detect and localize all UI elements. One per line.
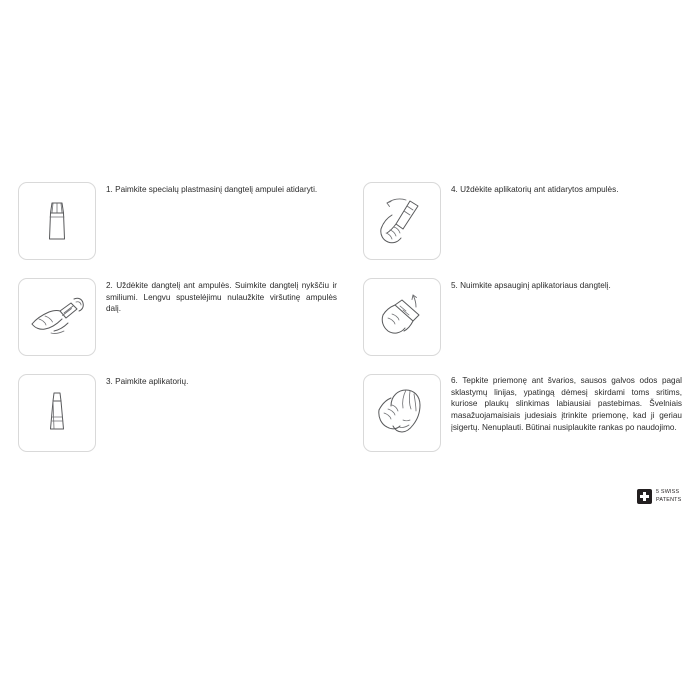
step-1 (18, 182, 337, 260)
swiss-cross-icon (637, 489, 652, 504)
step-2 (18, 278, 337, 356)
step-6-text: 6. Tepkite priemonę ant švarios, sausos galvos odos pagal sklastymų linijas, ypatingą dėmesį skirdami toms sritims, kuriose plaukų slinkimas labiausiai pastebimas. Švelniais masažuojamaisiais judesiais įtrinkite priemonę, kad ji geriau įsigertų. Nenuplauti. Būtinai nusiplaukite rankas po naudojimo. (451, 376, 682, 432)
steps-columns (18, 182, 682, 470)
step-2-illustration (18, 278, 96, 356)
patents-label (656, 489, 681, 503)
step-3 (18, 374, 337, 452)
step-3-illustration (18, 374, 96, 452)
hands-snapping-ampoule-icon (24, 286, 90, 348)
hand-removing-cap-icon (369, 285, 435, 349)
head-application-icon (369, 380, 435, 446)
step-3-text: 3. Paimkite aplikatorių. (106, 377, 189, 386)
step-5-text: 5. Nuimkite apsauginį aplikatoriaus dangtelį. (451, 281, 611, 290)
steps-column-right (363, 182, 682, 470)
steps-column-left (18, 182, 337, 470)
plastic-cap-icon (27, 191, 87, 251)
step-5-illustration (363, 278, 441, 356)
applicator-icon (27, 383, 87, 443)
hand-attaching-applicator-icon (369, 189, 435, 253)
patents-line-1: 5 SWISS (656, 489, 680, 496)
swiss-patents-badge (637, 489, 681, 504)
patents-line-2: PATENTS (656, 496, 682, 503)
step-5 (363, 278, 682, 356)
step-1-illustration (18, 182, 96, 260)
step-6 (363, 374, 682, 452)
step-4-illustration (363, 182, 441, 260)
step-2-text: 2. Uždėkite dangtelį ant ampulės. Suimkite dangtelį nykščiu ir smiliumi. Lengvu spustelėjimu nulaužkite viršutinę ampulės dalį. (106, 281, 337, 314)
step-1-text: 1. Paimkite specialų plastmasinį dangtelį ampulei atidaryti. (106, 185, 318, 194)
step-4-text: 4. Uždėkite aplikatorių ant atidarytos ampulės. (451, 185, 619, 194)
step-6-illustration (363, 374, 441, 452)
step-4 (363, 182, 682, 260)
